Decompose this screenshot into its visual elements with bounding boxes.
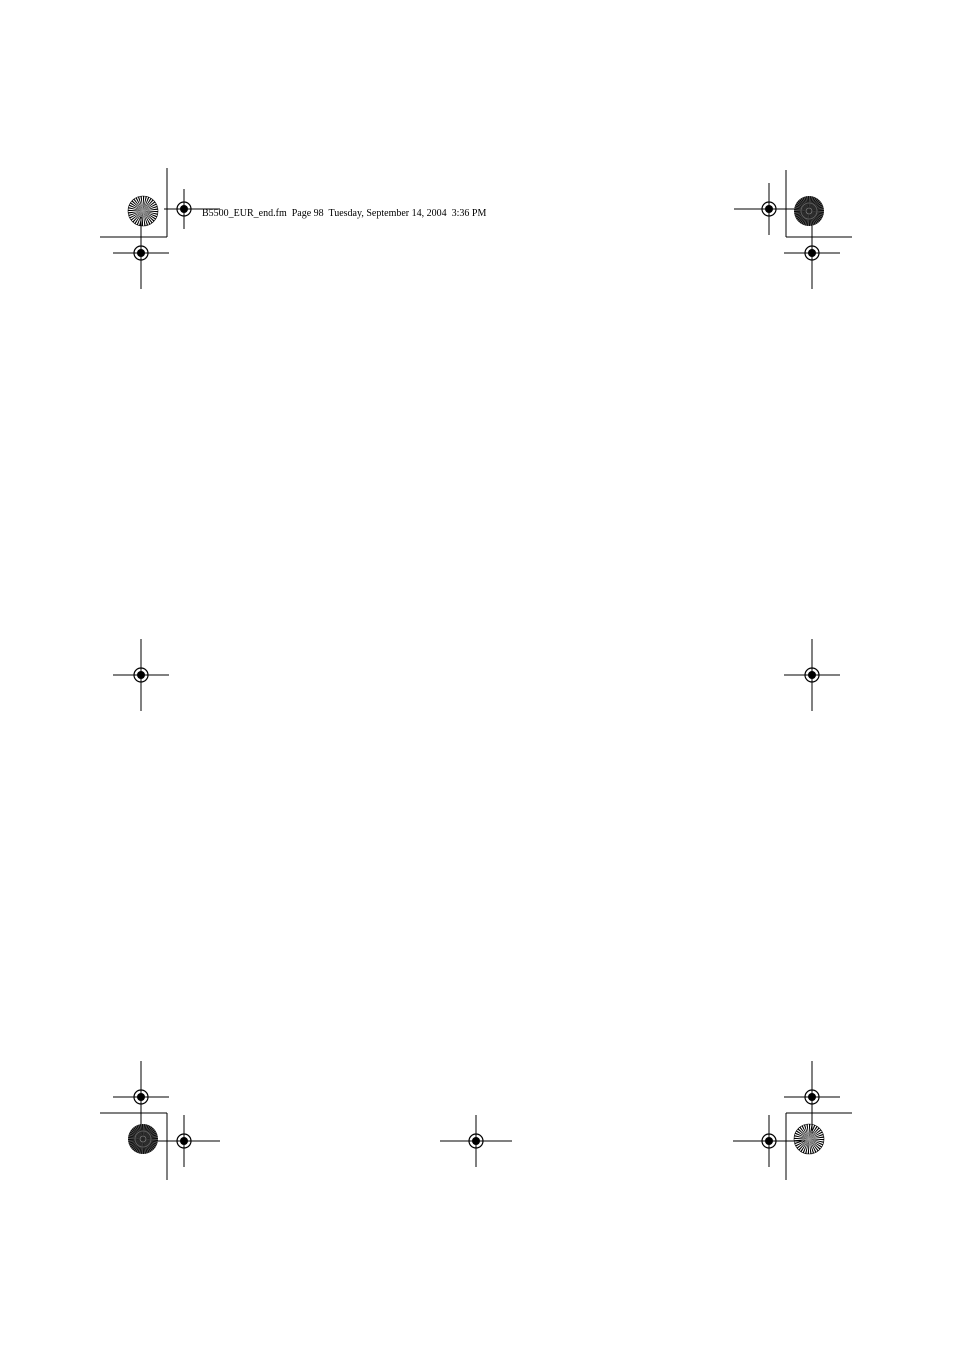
registration-target-icon <box>113 1061 169 1133</box>
crop-lines <box>100 168 852 1180</box>
page-slug-text: B5500_EUR_end.fm Page 98 Tuesday, September 14, 2004 3:36 PM <box>202 208 487 219</box>
registration-target-icon <box>148 1115 220 1167</box>
registration-target-icon <box>784 217 840 289</box>
registration-target-icon <box>784 1061 840 1133</box>
registration-target-icon <box>113 639 169 711</box>
registration-target-icon <box>440 1115 512 1167</box>
star-target-icon <box>794 196 824 226</box>
star-target-icon <box>128 196 158 226</box>
registration-target-icon <box>784 639 840 711</box>
star-target-icon <box>794 1124 824 1154</box>
registration-target-icon <box>113 217 169 289</box>
registration-target-icon <box>734 183 804 235</box>
registration-target-icon <box>164 189 204 229</box>
star-target-icon <box>128 1124 158 1154</box>
